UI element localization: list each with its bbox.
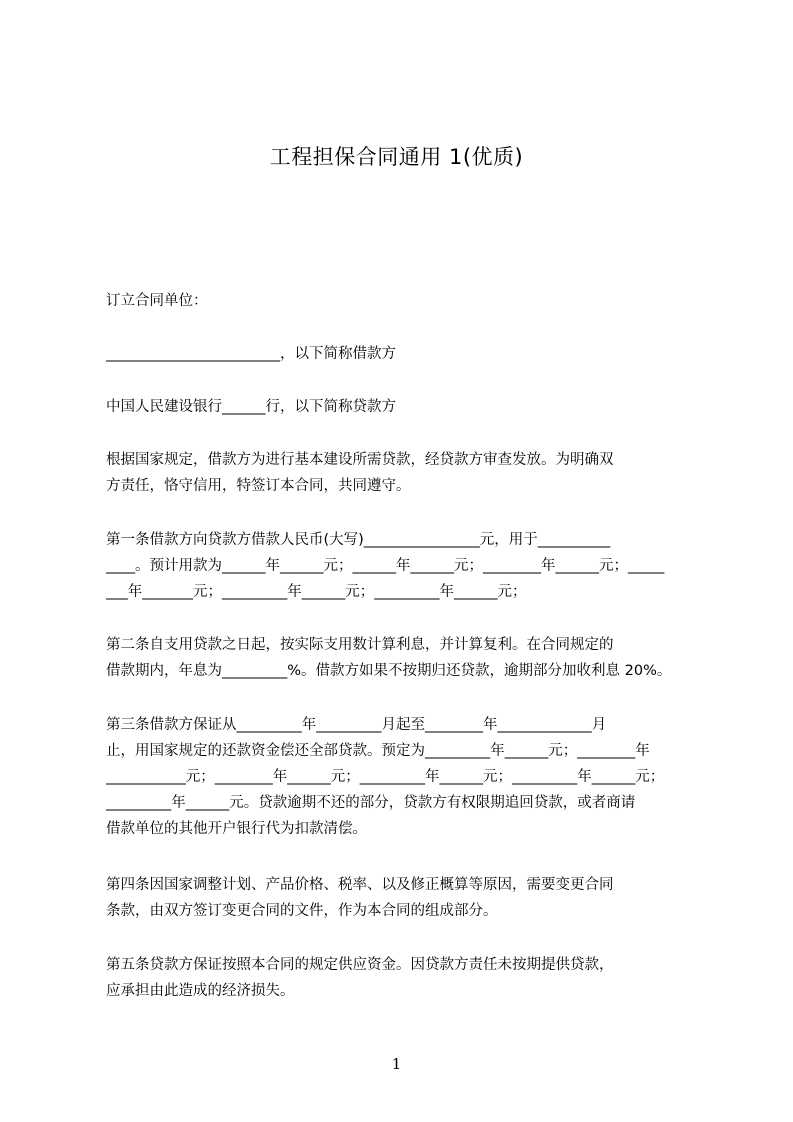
paragraph-lender (106, 394, 700, 420)
paragraph-preamble (106, 447, 700, 499)
text-line: 第三条借款方保证从_________年_________月起至________年_____________月 (106, 717, 607, 733)
text-line: 根据国家规定，借款方为进行基本建设所需贷款，经贷款方审查发放。为明确双 (106, 452, 614, 468)
text-line: ____。预计用款为______年______元；______年______元；________年______元；_____ (106, 558, 665, 574)
text-line: 第四条因国家调整计划、产品价格、税率、以及修正概算等原因，需要变更合同 (106, 877, 614, 893)
text-line: 应承担由此造成的经济损失。 (106, 983, 295, 999)
text-line: 借款单位的其他开户银行代为扣款清偿。 (106, 821, 367, 837)
paragraph-article-4 (106, 872, 700, 924)
paragraph-article-3 (106, 712, 700, 842)
paragraph-article-2 (106, 632, 700, 684)
text-line: 第五条贷款方保证按照本合同的规定供应资金。因贷款方责任未按期提供贷款， (106, 957, 614, 973)
text-line: 中国人民建设银行______行，以下简称贷款方 (106, 399, 396, 415)
text-line: 条款，由双方签订变更合同的文件，作为本合同的组成部分。 (106, 903, 498, 919)
text-line: 第二条自支用贷款之日起，按实际支用数计算利息，并计算复利。在合同规定的 (106, 637, 614, 653)
text-line: 方责任，恪守信用，特签订本合同，共同遵守。 (106, 478, 411, 494)
paragraph-article-5 (106, 952, 700, 1004)
text-line: 止，用国家规定的还款资金偿还全部贷款。预定为_________年______元；________年 (106, 743, 650, 759)
document-title: 工程担保合同通用 1(优质) (269, 145, 524, 169)
text-line: ___年_______元；_________年______元；_________年______元； (106, 584, 527, 600)
paragraph-borrower (106, 341, 700, 367)
text-line: ________________________，以下简称借款方 (106, 346, 396, 362)
paragraph-contracting-parties (106, 288, 700, 314)
text-line: ___________元；________年______元；_________年______元；_________年______元； (106, 769, 665, 785)
text-line: 借款期内，年息为_________%。借款方如果不按期归还贷款，逾期部分加收利息 20%。 (106, 663, 672, 679)
text-line: _________年______元。贷款逾期不还的部分，贷款方有权限期追回贷款，或者商请 (106, 795, 636, 811)
page-number: 1 (391, 1055, 402, 1073)
text-line: 第一条借款方向贷款方借款人民币(大写)________________元，用于__________ (106, 532, 611, 548)
paragraph-article-1 (106, 527, 700, 605)
text-line: 订立合同单位： (106, 293, 208, 309)
